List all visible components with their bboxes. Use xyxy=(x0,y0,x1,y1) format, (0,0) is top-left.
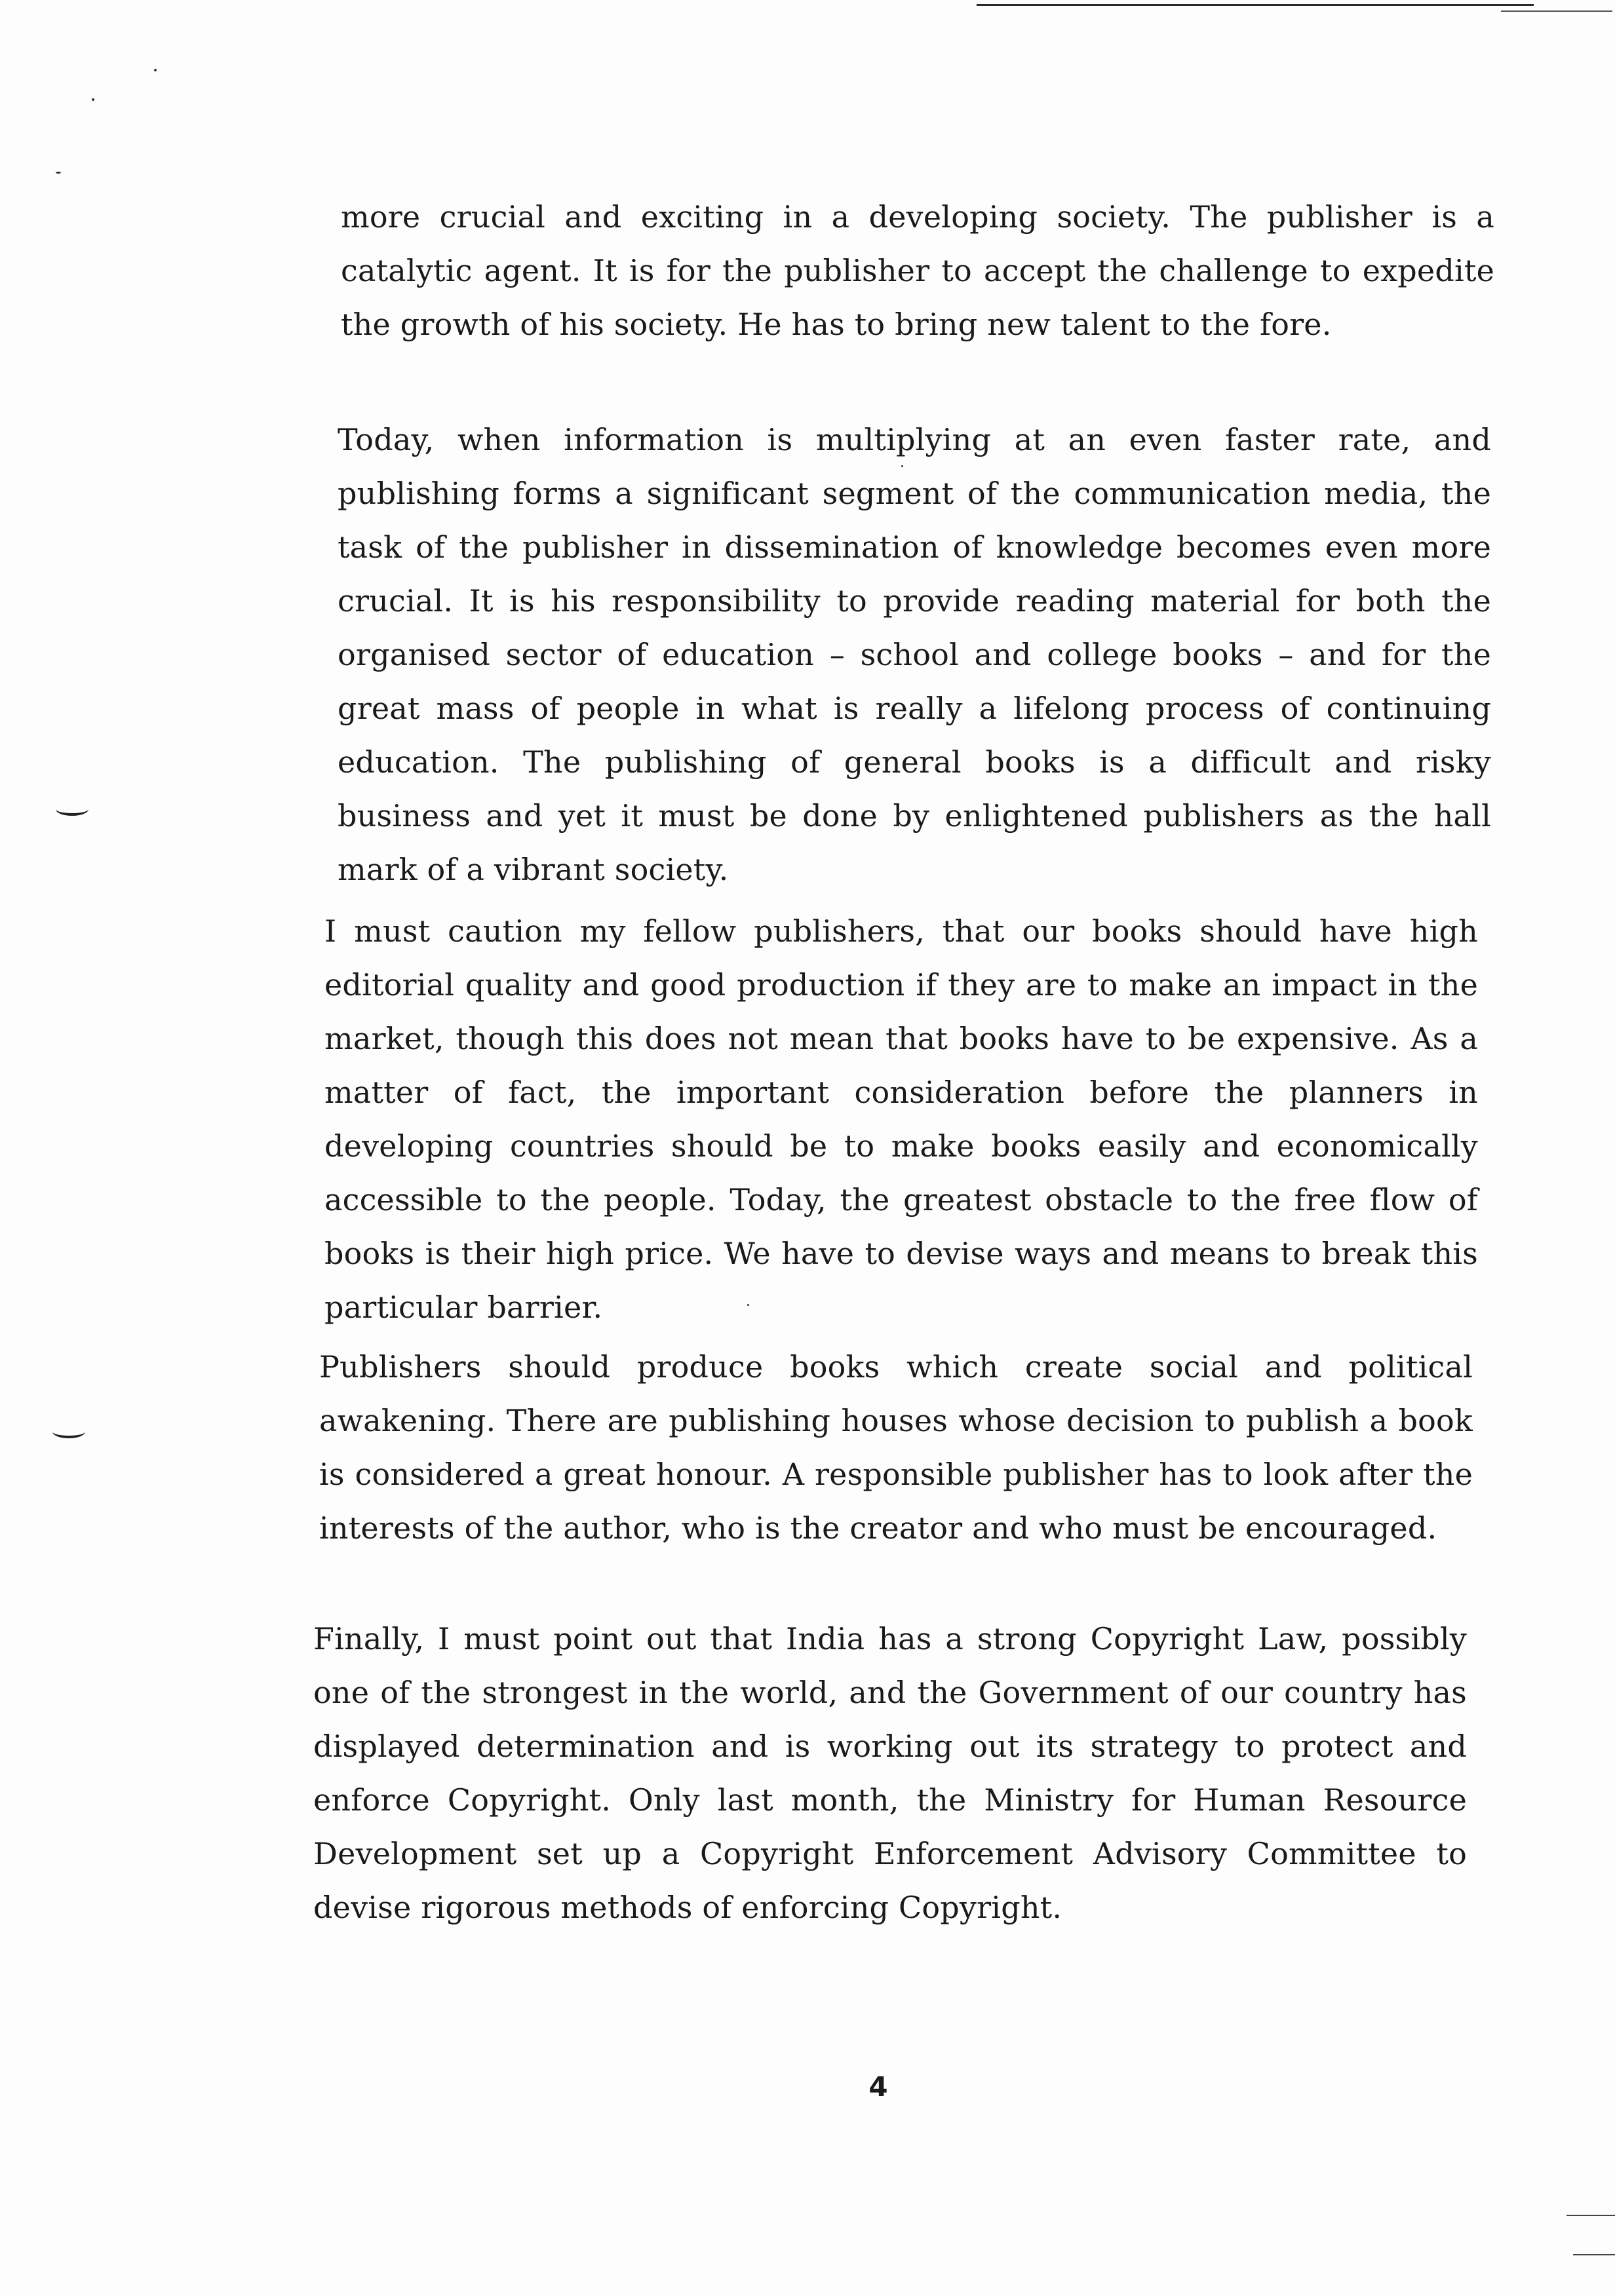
scan-edge-line xyxy=(977,4,1534,6)
paragraph: I must caution my fellow publishers, that our books should have high editorial quality and good production if they are to make an impact in the market, though this does not mean that books have to be expensive. As a matter of fact, the important consideration before the planners in developing countries should be to make books easily and economically accessible to the people. Today, the greatest obstacle to the free flow of books is their high price. We have to devise ways and means to break this particular barrier. xyxy=(324,913,1478,1325)
paragraph: Finally, I must point out that India has a strong Copyright Law, possibly one of the strongest in the world, and the Government of our country has displayed determination and is working out its strategy to protect and enforce Copyright. Only last month, the Ministry for Human Resource Development set up a Copyright Enforcement Advisory Committee to devise rigorous methods of enforcing Copyright. xyxy=(313,1621,1467,1925)
binder-hole-mark xyxy=(52,1425,85,1438)
scan-speck xyxy=(92,98,94,101)
scan-speck xyxy=(56,172,61,174)
page-number: 4 xyxy=(868,2071,888,2103)
paragraph: more crucial and exciting in a developing society. The publisher is a catalytic agent. It is for the publisher to accept the challenge to expedite the growth of his society. He has to bring new talent to the fore. xyxy=(341,199,1494,342)
scan-edge-line xyxy=(1573,2254,1615,2255)
scan-edge-line xyxy=(1501,10,1612,12)
scan-speck xyxy=(154,69,157,71)
binder-hole-mark xyxy=(56,803,88,816)
paragraph: Publishers should produce books which create social and political awakening. There are publishing houses whose decision to publish a book is considered a great honour. A responsible publisher has to look after the interests of the author, who is the creator and who must be encouraged. xyxy=(319,1349,1473,1546)
scan-edge-line xyxy=(1566,2215,1615,2216)
paragraph: Today, when information is multiplying at an even faster rate, and publishing forms a significant segment of the communication media, the task of the publisher in dissemination of knowledge becomes even more crucial. It is his responsibility to provide reading material for both the organised sector of education – school and college books – and for the great mass of people in what is really a lifelong process of continuing education. The publishing of general books is a difficult and risky business and yet it must be done by enlightened publishers as the hall mark of a vibrant society. xyxy=(338,422,1491,887)
